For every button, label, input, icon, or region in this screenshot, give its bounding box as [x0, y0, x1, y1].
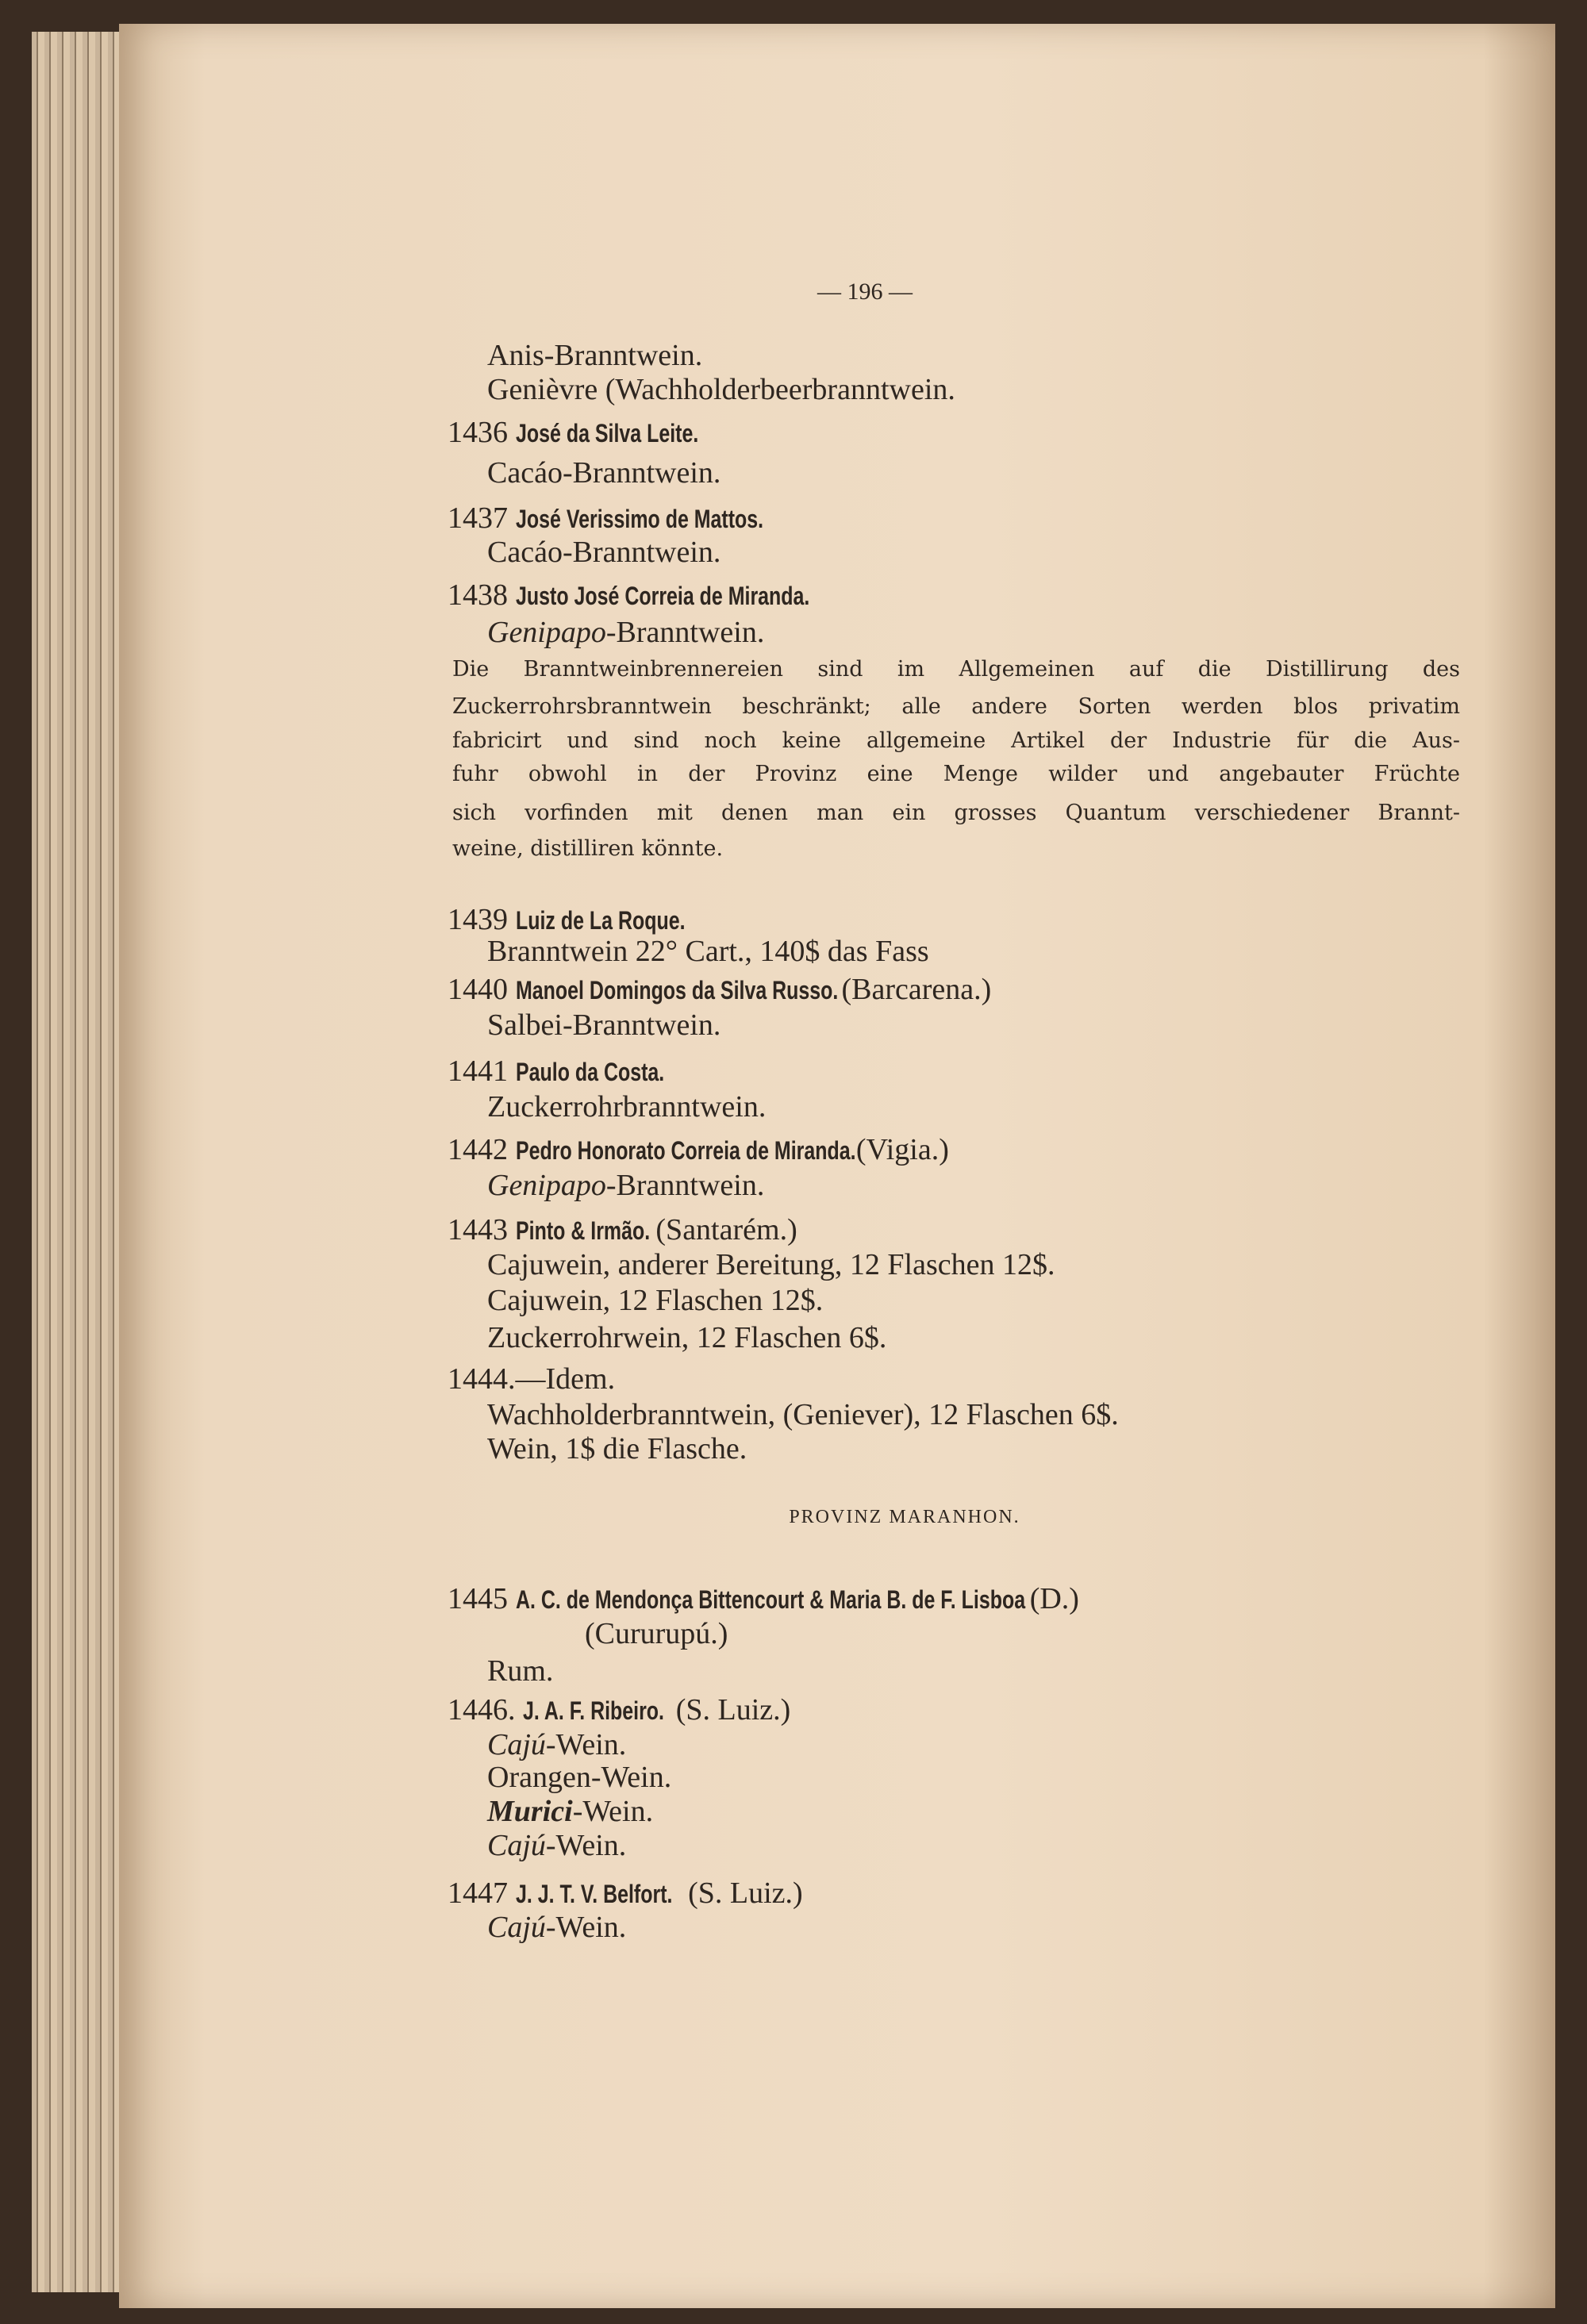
- entry-1437: [448, 501, 833, 536]
- entry-item: Orangen-Wein.: [487, 1761, 672, 1794]
- entry-1439: [448, 902, 732, 938]
- entry-1442: [448, 1132, 949, 1168]
- page-number: — 196 —: [817, 278, 913, 305]
- entry-item: [487, 1727, 626, 1762]
- exhibitor-name: J. J. T. V. Belfort.: [515, 1880, 672, 1908]
- entry-number: 1438: [448, 578, 508, 612]
- entry-1446: [448, 1692, 790, 1728]
- exhibitor-name: Pedro Honorato Correia de Miranda.: [515, 1136, 856, 1165]
- entry-item: [487, 1828, 626, 1863]
- entry-item: Salbei-Branntwein.: [487, 1008, 721, 1042]
- entry-1443: [448, 1212, 797, 1248]
- paragraph-line: fuhr obwohl in der Provinz eine Menge wilder und angebauter Früchte: [452, 762, 1460, 786]
- italic-term: Murici: [487, 1795, 573, 1828]
- entry-item: Wein, 1$ die Flasche.: [487, 1432, 747, 1465]
- paragraph-line: weine, distilliren könnte.: [452, 836, 724, 861]
- entry-1447: [448, 1876, 803, 1911]
- place: (Barcarena.): [841, 973, 992, 1006]
- item-text: -Branntwein.: [605, 1169, 765, 1202]
- exhibitor-name: Justo José Correia de Miranda.: [515, 582, 809, 610]
- entry-item: Zuckerrohrbranntwein.: [487, 1090, 767, 1124]
- exhibitor-name: Manoel Domingos da Silva Russo.: [515, 976, 838, 1005]
- entry-number: 1441: [448, 1054, 508, 1088]
- italic-term: Cajú: [487, 1911, 546, 1944]
- italic-term: Genipapo: [487, 1169, 606, 1202]
- entry-1441: [448, 1054, 706, 1089]
- place: (Vigia.): [855, 1133, 949, 1166]
- entry-item: Cajuwein, 12 Flaschen 12$.: [487, 1284, 824, 1317]
- entry-item: Wachholderbranntwein, (Geniever), 12 Flaschen 6$.: [487, 1398, 1119, 1431]
- place: (Santarém.): [655, 1213, 797, 1247]
- entry-number: 1439: [448, 903, 508, 936]
- entry-item: Cacáo-Branntwein.: [487, 536, 721, 569]
- exhibitor-name: J. A. F. Ribeiro.: [523, 1696, 664, 1725]
- entry-item: Cajuwein, anderer Bereitung, 12 Flaschen 12$.: [487, 1248, 1055, 1281]
- exhibitor-name: A. C. de Mendonça Bittencourt & Maria B. de F. Lisboa: [515, 1585, 1025, 1614]
- entry-number: 1446.: [448, 1693, 516, 1727]
- italic-term: Cajú: [487, 1829, 546, 1862]
- paragraph-line: Die Branntweinbrennereien sind im Allgemeinen auf die Distillirung des: [452, 657, 1460, 682]
- exhibitor-name: Luiz de La Roque.: [515, 906, 686, 935]
- place: (Cururupú.): [585, 1617, 728, 1650]
- entry-item: [487, 615, 764, 650]
- place: (S. Luiz.): [688, 1876, 803, 1910]
- entry-number: 1440: [448, 973, 508, 1006]
- entry-item: Rum.: [487, 1654, 554, 1688]
- entry-item: Zuckerrohrwein, 12 Flaschen 6$.: [487, 1321, 887, 1354]
- exhibitor-name: Pinto & Irmão.: [515, 1216, 650, 1245]
- item-text: -Branntwein.: [605, 616, 765, 649]
- entry-number: 1447: [448, 1876, 508, 1910]
- entry-number: 1436: [448, 416, 508, 449]
- entry-1440: [448, 972, 991, 1008]
- entry-item: [487, 1168, 764, 1203]
- paragraph-line: Zuckerrohrsbranntwein beschränkt; alle andere Sorten werden blos privatim: [452, 694, 1460, 719]
- entry-item: Cacáo-Branntwein.: [487, 456, 721, 490]
- entry-1444: 1444.—Idem.: [448, 1362, 616, 1396]
- item-text: -Wein.: [572, 1795, 654, 1828]
- entry-item: [487, 1910, 626, 1945]
- paragraph-line: fabricirt und sind noch keine allgemeine Artikel der Industrie für die Aus-: [452, 728, 1460, 753]
- entry-1445: [448, 1581, 1079, 1617]
- suffix: (D.): [1029, 1582, 1079, 1615]
- item-text: -Wein.: [545, 1728, 627, 1761]
- entry-number: 1442: [448, 1133, 508, 1166]
- text-line: Anis-Branntwein.: [487, 339, 703, 372]
- item-text: -Wein.: [545, 1911, 627, 1944]
- place: (S. Luiz.): [675, 1693, 791, 1727]
- section-heading: PROVINZ MARANHON.: [789, 1507, 1020, 1527]
- entry-number: 1445: [448, 1582, 508, 1615]
- exhibitor-name: José Verissimo de Mattos.: [515, 505, 763, 533]
- item-text: -Wein.: [545, 1829, 627, 1862]
- exhibitor-name: José da Silva Leite.: [515, 419, 698, 448]
- italic-term: Genipapo: [487, 616, 606, 649]
- exhibitor-name: Paulo da Costa.: [515, 1058, 664, 1086]
- italic-term: Cajú: [487, 1728, 546, 1761]
- entry-number: 1443: [448, 1213, 508, 1247]
- entry-item: [487, 1794, 653, 1829]
- entry-number: 1437: [448, 501, 508, 535]
- text-line: Genièvre (Wachholderbeerbranntwein.: [487, 373, 955, 406]
- paragraph-line: sich vorfinden mit denen man ein grosses Quantum verschiedener Brannt-: [452, 801, 1460, 825]
- entry-1436: [448, 415, 750, 451]
- entry-item: Branntwein 22° Cart., 140$ das Fass: [487, 935, 929, 968]
- entry-1438: [448, 578, 892, 613]
